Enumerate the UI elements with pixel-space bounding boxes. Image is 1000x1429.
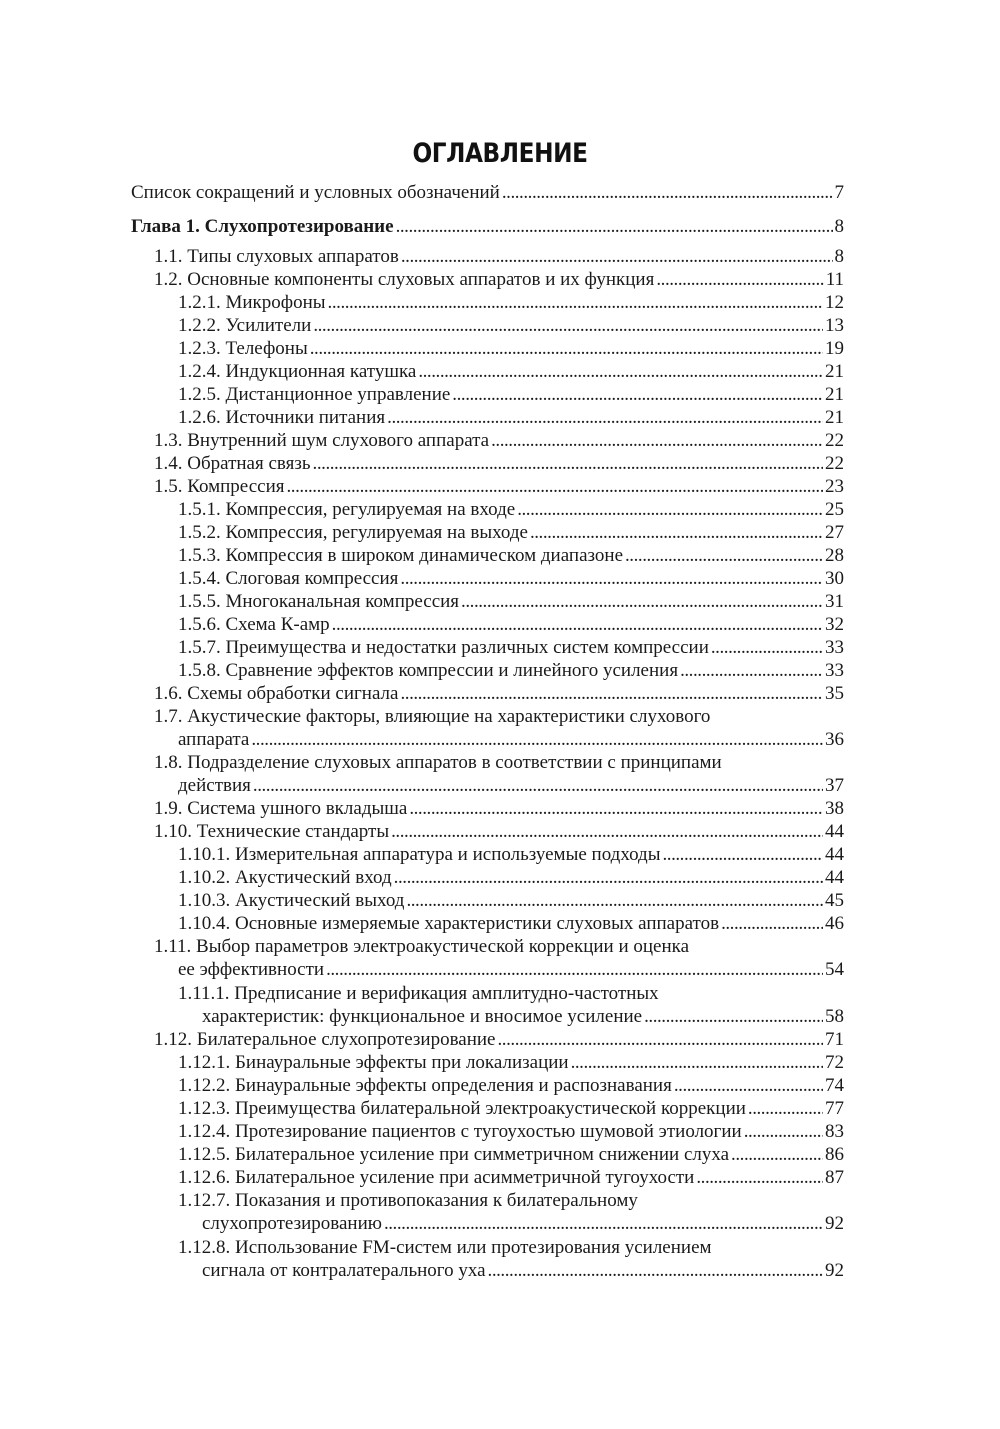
dot-leader	[251, 728, 823, 751]
toc-entry[interactable]	[154, 682, 844, 705]
toc-entry-title: характеристик: функциональное и вносимое усиление	[202, 1006, 643, 1027]
toc-page-number: 22	[825, 453, 844, 474]
toc-entry[interactable]	[178, 337, 844, 360]
dot-leader	[491, 429, 823, 452]
toc-entry-title: 1.5.3. Компрессия в широком динамическом диапазоне	[178, 545, 623, 566]
toc-page-number: 33	[825, 660, 844, 681]
toc-entry[interactable]	[154, 429, 844, 452]
toc-entry-title: 1.2.3. Телефоны	[178, 338, 308, 359]
dot-leader	[680, 659, 823, 682]
dot-leader	[711, 636, 823, 659]
toc-page-number: 54	[825, 959, 844, 980]
toc-entry[interactable]	[202, 1212, 844, 1235]
toc-entry-title: 1.12.4. Протезирование пациентов с тугоухостью шумовой этиологии	[178, 1121, 742, 1142]
toc-entry[interactable]	[178, 728, 844, 751]
dot-leader	[310, 337, 823, 360]
toc-entry-title: 1.10.1. Измерительная аппаратура и используемые подходы	[178, 844, 661, 865]
toc-entry-line1: 1.12.7. Показания и противопоказания к билатеральному	[178, 1190, 638, 1211]
toc-entry[interactable]	[178, 498, 844, 521]
toc-entry[interactable]	[178, 659, 844, 682]
toc-page-number: 12	[825, 292, 844, 313]
toc-page-number: 83	[825, 1121, 844, 1142]
toc-page-number: 25	[825, 499, 844, 520]
toc-entry-title: 1.9. Система ушного вкладыша	[154, 798, 408, 819]
toc-page-number: 21	[825, 361, 844, 382]
dot-leader	[696, 1166, 823, 1189]
dot-leader	[401, 245, 833, 268]
toc-entry-title: 1.12.3. Преимущества билатеральной электроакустической коррекции	[178, 1098, 746, 1119]
toc-entry-title: 1.5.1. Компрессия, регулируемая на входе	[178, 499, 516, 520]
toc-entry[interactable]	[178, 1051, 844, 1074]
dot-leader	[452, 383, 823, 406]
dot-leader	[400, 567, 823, 590]
dot-leader	[498, 1028, 824, 1051]
toc-page-number: 30	[825, 568, 844, 589]
toc-entry[interactable]	[178, 866, 844, 889]
toc-entry[interactable]	[178, 1074, 844, 1097]
toc-page-number: 31	[825, 591, 844, 612]
toc-page-number: 22	[825, 430, 844, 451]
toc-entry[interactable]	[178, 406, 844, 429]
toc-page-number: 58	[825, 1006, 844, 1027]
toc-page-number: 44	[825, 867, 844, 888]
toc-entry[interactable]	[178, 314, 844, 337]
toc-entry[interactable]	[154, 820, 844, 843]
toc-entry-title: 1.5.8. Сравнение эффектов компрессии и линейного усиления	[178, 660, 679, 681]
toc-entry-title: 1.5. Компрессия	[154, 476, 285, 497]
toc-entry-title: 1.5.6. Схема К-амр	[178, 614, 330, 635]
toc-page-number: 87	[825, 1167, 844, 1188]
toc-entry[interactable]	[178, 889, 844, 912]
toc-entry[interactable]	[131, 181, 844, 204]
toc-page-number: 44	[825, 821, 844, 842]
toc-entry-title: 1.3. Внутренний шум слухового аппарата	[154, 430, 490, 451]
toc-entry[interactable]	[154, 1028, 844, 1051]
toc-page-number: 19	[825, 338, 844, 359]
toc-entry[interactable]	[154, 797, 844, 820]
toc-page-number: 46	[825, 913, 844, 934]
dot-leader	[396, 215, 833, 238]
toc-entry-title: 1.12. Билатеральное слухопротезирование	[154, 1029, 496, 1050]
toc-entry-title: 1.2.2. Усилители	[178, 315, 312, 336]
dot-leader	[656, 268, 823, 291]
toc-page-number: 77	[825, 1098, 844, 1119]
toc-page-number: 92	[825, 1260, 844, 1281]
toc-page-number: 27	[825, 522, 844, 543]
toc-page-number: 71	[825, 1029, 844, 1050]
toc-entry-title: Список сокращений и условных обозначений	[131, 182, 500, 203]
toc-entry-title: 1.5.4. Слоговая компрессия	[178, 568, 399, 589]
dot-leader	[418, 360, 823, 383]
dot-leader	[502, 181, 833, 204]
toc-page-number: 33	[825, 637, 844, 658]
dot-leader	[461, 590, 823, 613]
toc-entry[interactable]	[154, 268, 844, 291]
dot-leader	[530, 521, 823, 544]
toc-entry[interactable]	[178, 590, 844, 613]
dot-leader	[384, 1212, 823, 1235]
dot-leader	[571, 1051, 823, 1074]
dot-leader	[674, 1074, 823, 1097]
toc-entry-line1: 1.7. Акустические факторы, влияющие на характеристики слухового	[154, 706, 711, 727]
toc-entry[interactable]	[178, 291, 844, 314]
dot-leader	[253, 774, 823, 797]
toc-entry-title: 1.2.1. Микрофоны	[178, 292, 326, 313]
toc-page-number: 28	[825, 545, 844, 566]
toc-entry[interactable]	[154, 452, 844, 475]
toc-entry-title: 1.2.4. Индукционная катушка	[178, 361, 417, 382]
toc-entry-title: Глава 1. Слухопротезирование	[131, 216, 394, 237]
toc-entry-title: 1.2. Основные компоненты слуховых аппаратов и их функция	[154, 269, 655, 290]
toc-page-number: 21	[825, 384, 844, 405]
toc-page-number: 7	[834, 182, 844, 203]
toc-page-number: 11	[825, 269, 844, 290]
dot-leader	[406, 889, 823, 912]
toc-page-number: 8	[834, 246, 844, 267]
toc-entry-title: 1.2.5. Дистанционное управление	[178, 384, 451, 405]
toc-entry-title: 1.5.5. Многоканальная компрессия	[178, 591, 460, 612]
toc-entry[interactable]	[178, 843, 844, 866]
toc-entry[interactable]	[178, 567, 844, 590]
toc-entry[interactable]	[154, 475, 844, 498]
toc-entry[interactable]	[178, 613, 844, 636]
toc-page-number: 8	[834, 216, 844, 237]
toc-entry[interactable]	[154, 245, 844, 268]
toc-entry-line1: 1.12.8. Использование FM-систем или протезирования усилением	[178, 1237, 712, 1258]
toc-entry[interactable]	[202, 1259, 844, 1282]
dot-leader	[721, 912, 823, 935]
dot-leader	[313, 452, 823, 475]
toc-entry-title: 1.5.2. Компрессия, регулируемая на выходе	[178, 522, 528, 543]
toc-entry[interactable]	[178, 521, 844, 544]
toc-entry-title: 1.10.4. Основные измеряемые характеристики слуховых аппаратов	[178, 913, 720, 934]
toc-entry-title: 1.5.7. Преимущества и недостатки различных систем компрессии	[178, 637, 709, 658]
toc-entry-title: 1.10.2. Акустический вход	[178, 867, 392, 888]
dot-leader	[313, 314, 823, 337]
dot-leader	[387, 406, 823, 429]
toc-page-number: 13	[825, 315, 844, 336]
dot-leader	[394, 866, 823, 889]
toc-entry-title: 1.4. Обратная связь	[154, 453, 311, 474]
toc-entry-title: 1.1. Типы слуховых аппаратов	[154, 246, 399, 267]
dot-leader	[744, 1120, 823, 1143]
toc-entry-title: 1.10. Технические стандарты	[154, 821, 390, 842]
toc-entry[interactable]	[178, 1120, 844, 1143]
toc-entry[interactable]	[178, 636, 844, 659]
toc-entry-title: аппарата	[178, 729, 250, 750]
toc-entry-line1: 1.8. Подразделение слуховых аппаратов в соответствии с принципами	[154, 752, 722, 773]
dot-leader	[326, 958, 823, 981]
toc-entry-title: 1.6. Схемы обработки сигнала	[154, 683, 399, 704]
toc-entry-title: 1.10.3. Акустический выход	[178, 890, 405, 911]
dot-leader	[400, 682, 823, 705]
dot-leader	[287, 475, 824, 498]
dot-leader	[488, 1259, 823, 1282]
toc-entry-line1: 1.11.1. Предписание и верификация амплитудно-частотных	[178, 983, 659, 1004]
dot-leader	[644, 1005, 823, 1028]
toc-entry-line1: 1.11. Выбор параметров электроакустической коррекции и оценка	[154, 936, 690, 957]
dot-leader	[328, 291, 823, 314]
toc-entry-title: действия	[178, 775, 251, 796]
dot-leader	[517, 498, 823, 521]
toc-page-number: 45	[825, 890, 844, 911]
toc-entry[interactable]	[178, 544, 844, 567]
toc-entry[interactable]	[178, 1166, 844, 1189]
toc-entry-title: ее эффективности	[178, 959, 325, 980]
toc-entry[interactable]	[202, 1005, 844, 1028]
toc-page-number: 32	[825, 614, 844, 635]
toc-page-number: 86	[825, 1144, 844, 1165]
toc-entry-title: 1.12.2. Бинауральные эффекты определения и распознавания	[178, 1075, 672, 1096]
dot-leader	[662, 843, 823, 866]
toc-entry-title: 1.2.6. Источники питания	[178, 407, 386, 428]
page-title: ОГЛАВЛЕНИЕ	[412, 138, 588, 169]
dot-leader	[409, 797, 823, 820]
toc-entry-title: сигнала от контралатерального уха	[202, 1260, 486, 1281]
dot-leader	[625, 544, 823, 567]
toc-entry[interactable]	[178, 360, 844, 383]
toc-entry[interactable]	[178, 383, 844, 406]
toc-page-number: 23	[825, 476, 844, 497]
dot-leader	[731, 1143, 823, 1166]
toc-entry-title: слухопротезированию	[202, 1213, 382, 1234]
toc-page-number: 35	[825, 683, 844, 704]
toc-page-number: 21	[825, 407, 844, 428]
toc-page-number: 72	[825, 1052, 844, 1073]
toc-page-number: 92	[825, 1213, 844, 1234]
toc-page-number: 37	[825, 775, 844, 796]
toc-entry-title: 1.12.5. Билатеральное усиление при симметричном снижении слуха	[178, 1144, 730, 1165]
toc-chapter[interactable]	[131, 215, 844, 238]
toc-entry-title: 1.12.6. Билатеральное усиление при асимметричной тугоухости	[178, 1167, 695, 1188]
toc-entry[interactable]	[178, 912, 844, 935]
toc-entry-title: 1.12.1. Бинауральные эффекты при локализации	[178, 1052, 569, 1073]
dot-leader	[748, 1097, 823, 1120]
toc-page-number: 36	[825, 729, 844, 750]
dot-leader	[391, 820, 823, 843]
toc-page-number: 44	[825, 844, 844, 865]
toc-entry[interactable]	[178, 1143, 844, 1166]
toc-entry[interactable]	[178, 774, 844, 797]
toc-page-number: 74	[825, 1075, 844, 1096]
toc-entry[interactable]	[178, 1097, 844, 1120]
toc-entry[interactable]	[178, 958, 844, 981]
dot-leader	[332, 613, 823, 636]
toc-page-number: 38	[825, 798, 844, 819]
